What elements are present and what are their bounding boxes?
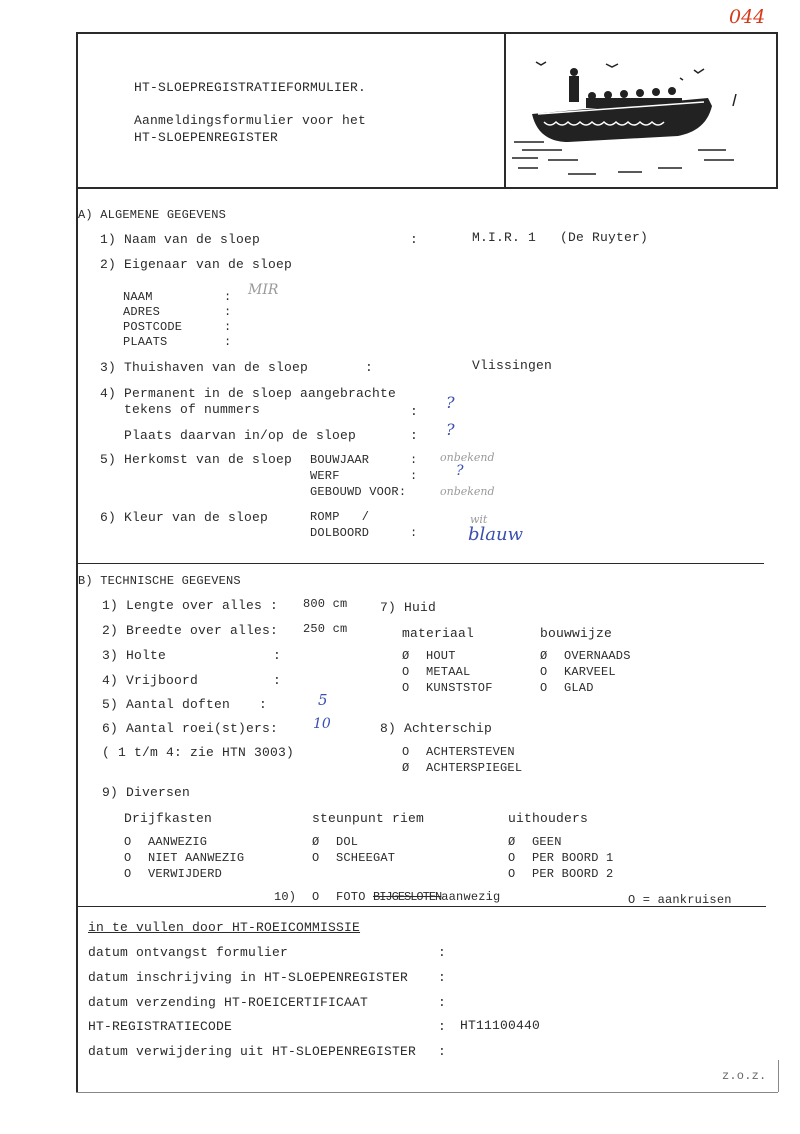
uit-option-per-boord-2[interactable] [508,867,613,881]
uit-boord2-mark: O [508,867,516,881]
uit-boord1-mark: O [508,851,516,865]
home-port-value: Vlissingen [472,358,553,373]
mat-option-kunststof[interactable] [402,681,493,695]
q6-dolboord-label: DOLBOORD [310,526,370,540]
q6-dolboord-value: blauw [468,524,524,545]
form-subtitle-2: HT-SLOEPENREGISTER [134,130,279,145]
q3-label: 3) Thuishaven van de sloep [100,360,309,375]
b10-number: 10) [274,890,297,904]
q5-werf-label: WERF [310,469,340,483]
mat-option-metaal[interactable] [402,665,470,679]
b2-label: 2) Breedte over alles: [102,623,279,638]
drijf-aanwezig-label: AANWEZIG [148,835,208,849]
b10-struck-text: BIJGESLOTEN [373,890,442,904]
c-row-colon-verzending: : [438,995,447,1010]
steun-dol-label: DOL [336,835,359,849]
owner-naam-label: NAAM [123,290,153,304]
mat-metaal-mark: O [402,665,410,679]
q5-gebouwd-value: onbekend [440,485,495,498]
bouw-karveel-mark: O [540,665,548,679]
q5-werf-value: ? [456,463,464,479]
section-b-heading: B) TECHNISCHE GEGEVENS [78,574,241,588]
c-row-colon-verwijdering: : [438,1044,447,1059]
b10-row[interactable] [274,890,500,904]
q5-werf-colon: : [410,469,418,483]
frame-right-top [776,32,778,187]
q6-label: 6) Kleur van de sloep [100,510,269,525]
q5-bouwjaar-label: BOUWJAAR [310,453,370,467]
c-row-colon-inschrijving: : [438,970,447,985]
divider-header [76,187,778,189]
q3-colon: : [365,360,374,375]
b10-rest: aanwezig [441,890,501,904]
rowing-boat-illustration [508,50,748,180]
boat-name-value: M.I.R. 1 (De Ruyter) [472,230,649,245]
q5-bouwjaar-colon: : [410,453,418,467]
b1-value: 800 cm [303,597,348,611]
achterspiegel-label: ACHTERSPIEGEL [426,761,523,775]
materiaal-heading: materiaal [402,626,475,641]
achter-option-achterspiegel[interactable] [402,761,522,775]
achtersteven-mark: O [402,745,410,759]
uithouders-heading: uithouders [508,811,589,826]
bouw-glad-label: GLAD [564,681,594,695]
bouw-option-glad[interactable] [540,681,594,695]
uit-geen-mark: Ø [508,835,516,849]
drijf-verwijderd-label: VERWIJDERD [148,867,223,881]
bouw-glad-mark: O [540,681,548,695]
section-c-heading: in te vullen door HT-ROEICOMMISSIE [88,920,361,935]
form-subtitle-1: Aanmeldingsformulier voor het [134,113,367,128]
bouwwijze-heading: bouwwijze [540,626,613,641]
q5-gebouwd-label: GEBOUWD VOOR: [310,485,407,499]
uit-boord1-label: PER BOORD 1 [532,851,614,865]
steun-dol-mark: Ø [312,835,320,849]
owner-naam-colon: : [224,290,232,304]
owner-plaats-label: PLAATS [123,335,168,349]
legend-aankruisen: O = aankruisen [628,893,732,907]
achtersteven-label: ACHTERSTEVEN [426,745,515,759]
mat-hout-mark: Ø [402,649,410,663]
b2-value: 250 cm [303,622,348,636]
bouw-overnaads-label: OVERNAADS [564,649,631,663]
c-row-label-registratiecode: HT-REGISTRATIECODE [88,1019,233,1034]
c-row-label-verzending: datum verzending HT-ROEICERTIFICAAT [88,995,369,1010]
b4-colon: : [273,673,282,688]
b5-label: 5) Aantal doften [102,697,231,712]
owner-postcode-colon: : [224,320,232,334]
achter-option-achtersteven[interactable] [402,745,515,759]
drijfkasten-heading: Drijfkasten [124,811,213,826]
owner-naam-value: MIR [248,282,279,298]
drijf-option-aanwezig[interactable] [124,835,207,849]
q1-label: 1) Naam van de sloep [100,232,261,247]
steun-option-dol[interactable] [312,835,358,849]
mat-kunststof-mark: O [402,681,410,695]
c-row-label-ontvangst: datum ontvangst formulier [88,945,289,960]
mat-option-hout[interactable] [402,649,456,663]
drijf-option-verwijderd[interactable] [124,867,222,881]
q6-dolboord-colon: : [410,526,418,540]
c-row-colon-ontvangst: : [438,945,447,960]
owner-postcode-label: POSTCODE [123,320,183,334]
frame-right-bottom [778,1060,779,1092]
bouw-option-karveel[interactable] [540,665,616,679]
b10-mark: O [312,890,320,904]
q6-romp-label: ROMP / [310,510,370,524]
q4-colon: : [410,404,419,419]
owner-plaats-colon: : [224,335,232,349]
b8-label: 8) Achterschip [380,721,493,736]
frame-left [76,32,78,1092]
drijf-aanwezig-mark: O [124,835,132,849]
q5-bouwjaar-value: onbekend [440,451,495,464]
uit-geen-label: GEEN [532,835,562,849]
divider-illustration [504,32,506,189]
bouw-overnaads-mark: Ø [540,649,548,663]
bouw-option-overnaads[interactable] [540,649,631,663]
frame-top [76,32,776,34]
q4-value: ? [446,393,455,412]
uit-boord2-label: PER BOORD 2 [532,867,614,881]
section-a-heading: A) ALGEMENE GEGEVENS [78,208,227,222]
b9-label: 9) Diversen [102,785,191,800]
q6-romp-value: wit [470,513,488,526]
bouw-karveel-label: KARVEEL [564,665,616,679]
q2-label: 2) Eigenaar van de sloep [100,257,293,272]
b3-colon: : [273,648,282,663]
b5-value: 5 [318,691,328,709]
b-note: ( 1 t/m 4: zie HTN 3003) [102,745,295,760]
steun-scheegat-label: SCHEEGAT [336,851,396,865]
zoz-footer: z.o.z. [722,1069,767,1083]
mat-kunststof-label: KUNSTSTOF [426,681,493,695]
page-number: 044 [729,6,766,28]
steunpunt-heading: steunpunt riem [312,811,425,826]
q4-label-line2: tekens of nummers [124,402,261,417]
uit-option-geen[interactable] [508,835,562,849]
steun-scheegat-mark: O [312,851,320,865]
b3-label: 3) Holte [102,648,167,663]
b5-colon: : [259,697,268,712]
b6-label: 6) Aantal roei(st)ers: [102,721,279,736]
b1-label: 1) Lengte over alles : [102,598,279,613]
steun-option-scheegat[interactable] [312,851,395,865]
q5-label: 5) Herkomst van de sloep [100,452,293,467]
frame-bottom [76,1092,778,1093]
q4b-colon: : [410,428,419,443]
mat-metaal-label: METAAL [426,665,471,679]
q4b-value: ? [446,420,455,439]
b10-label: FOTO [336,890,366,904]
registration-code-value: HT11100440 [460,1018,541,1033]
c-row-colon-registratiecode: : [438,1019,447,1034]
achterspiegel-mark: Ø [402,761,410,775]
divider-section-b [76,563,764,564]
owner-adres-colon: : [224,305,232,319]
drijf-niet-aanwezig-mark: O [124,851,132,865]
form-title: HT-SLOEPREGISTRATIEFORMULIER. [134,80,367,95]
owner-adres-label: ADRES [123,305,161,319]
uit-option-per-boord-1[interactable] [508,851,613,865]
mat-hout-label: HOUT [426,649,456,663]
b4-label: 4) Vrijboord [102,673,199,688]
c-row-label-verwijdering: datum verwijdering uit HT-SLOEPENREGISTER [88,1044,417,1059]
q4-label-line1: 4) Permanent in de sloep aangebrachte [100,386,397,401]
q4b-label: Plaats daarvan in/op de sloep [124,428,357,443]
q1-colon: : [410,232,419,247]
b6-value: 10 [313,716,331,732]
b7-label: 7) Huid [380,600,437,615]
c-row-label-inschrijving: datum inschrijving in HT-SLOEPENREGISTER [88,970,409,985]
drijf-option-niet-aanwezig[interactable] [124,851,244,865]
drijf-niet-aanwezig-label: NIET AANWEZIG [148,851,245,865]
drijf-verwijderd-mark: O [124,867,132,881]
